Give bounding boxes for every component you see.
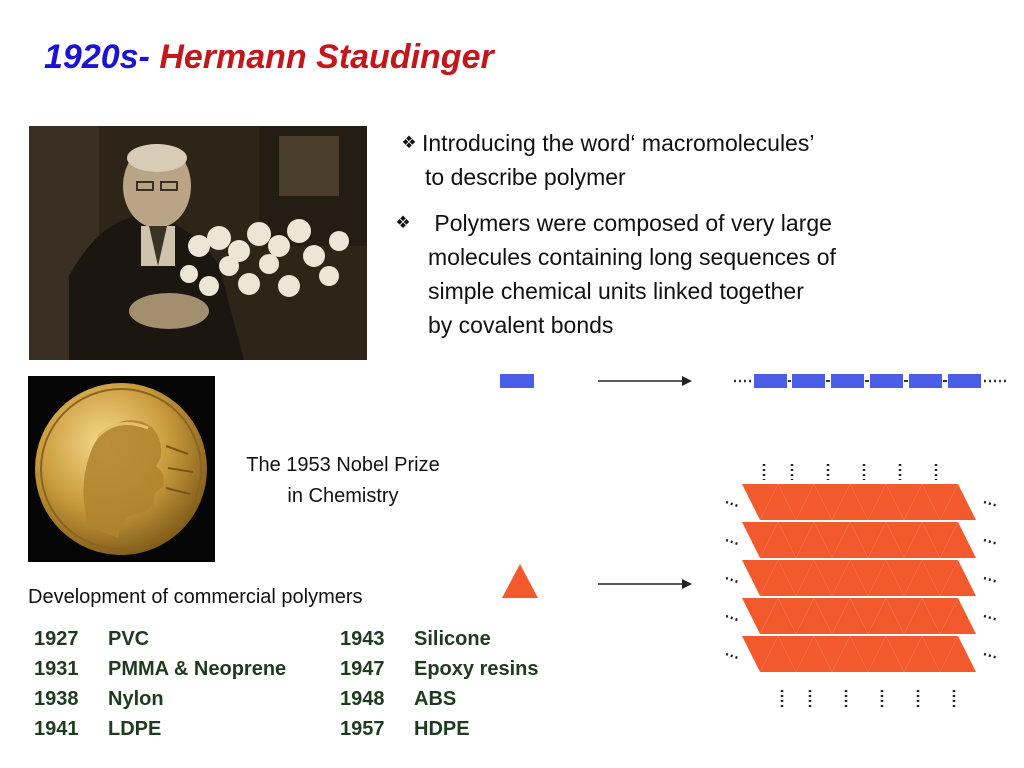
bullet-1-line-2: to describe polymer [425, 164, 626, 190]
bond-stub [984, 578, 998, 582]
title-name: Hermann Staudinger [149, 38, 494, 76]
timeline-row: 1947 Epoxy resins [340, 658, 539, 680]
bond-stub [984, 540, 998, 544]
nobel-caption [218, 450, 468, 512]
nobel-medal [28, 376, 215, 562]
network-monomer-arrow [496, 560, 706, 610]
bond-stub [726, 654, 738, 658]
bullet-2-line-4: by covalent bonds [428, 312, 614, 338]
bullet-2-line-3: simple chemical units linked together [428, 278, 804, 304]
linear-polymer-diagram [496, 368, 1012, 396]
slide-title [44, 38, 494, 77]
nobel-caption-line-1: The 1953 Nobel Prize [246, 454, 440, 476]
staudinger-portrait-photo [29, 126, 367, 360]
timeline-row: 1943 Silicone [340, 628, 491, 650]
bond-stub [726, 578, 738, 582]
bullet-polymer-definition [390, 206, 836, 342]
bullet-1-line-1: Introducing the word‘ macromolecules’ [422, 130, 815, 156]
bond-stub [984, 502, 998, 506]
timeline-row: 1948 ABS [340, 688, 457, 710]
network-polymer-diagram [726, 458, 1010, 716]
diamond-bullet-icon: ❖ [401, 133, 417, 152]
development-heading: Development of commercial polymers [28, 586, 363, 608]
bullet-2-line-2: molecules containing long sequences of [428, 244, 836, 270]
bond-stub [726, 616, 738, 620]
timeline-row: 1941 LDPE [34, 718, 162, 740]
monomer-square [500, 374, 534, 388]
bullet-macromolecules [396, 126, 814, 194]
timeline-row: 1938 Nylon [34, 688, 164, 710]
monomer-triangle [502, 564, 538, 598]
timeline-row: 1927 PVC [34, 628, 150, 650]
timeline-row: 1931 PMMA & Neoprene [34, 658, 287, 680]
title-year: 1920s- [44, 38, 150, 76]
diamond-bullet-icon: ❖ [395, 213, 411, 232]
bond-stub [984, 654, 998, 658]
timeline-left [34, 628, 286, 748]
bond-stub [726, 540, 738, 544]
nobel-caption-line-2: in Chemistry [287, 485, 399, 507]
timeline-row: 1957 HDPE [340, 718, 470, 740]
bond-stub [984, 616, 998, 620]
timeline-right [340, 628, 539, 748]
bullet-2-line-1: Polymers were composed of very large [428, 210, 832, 236]
bond-stub [726, 502, 738, 506]
